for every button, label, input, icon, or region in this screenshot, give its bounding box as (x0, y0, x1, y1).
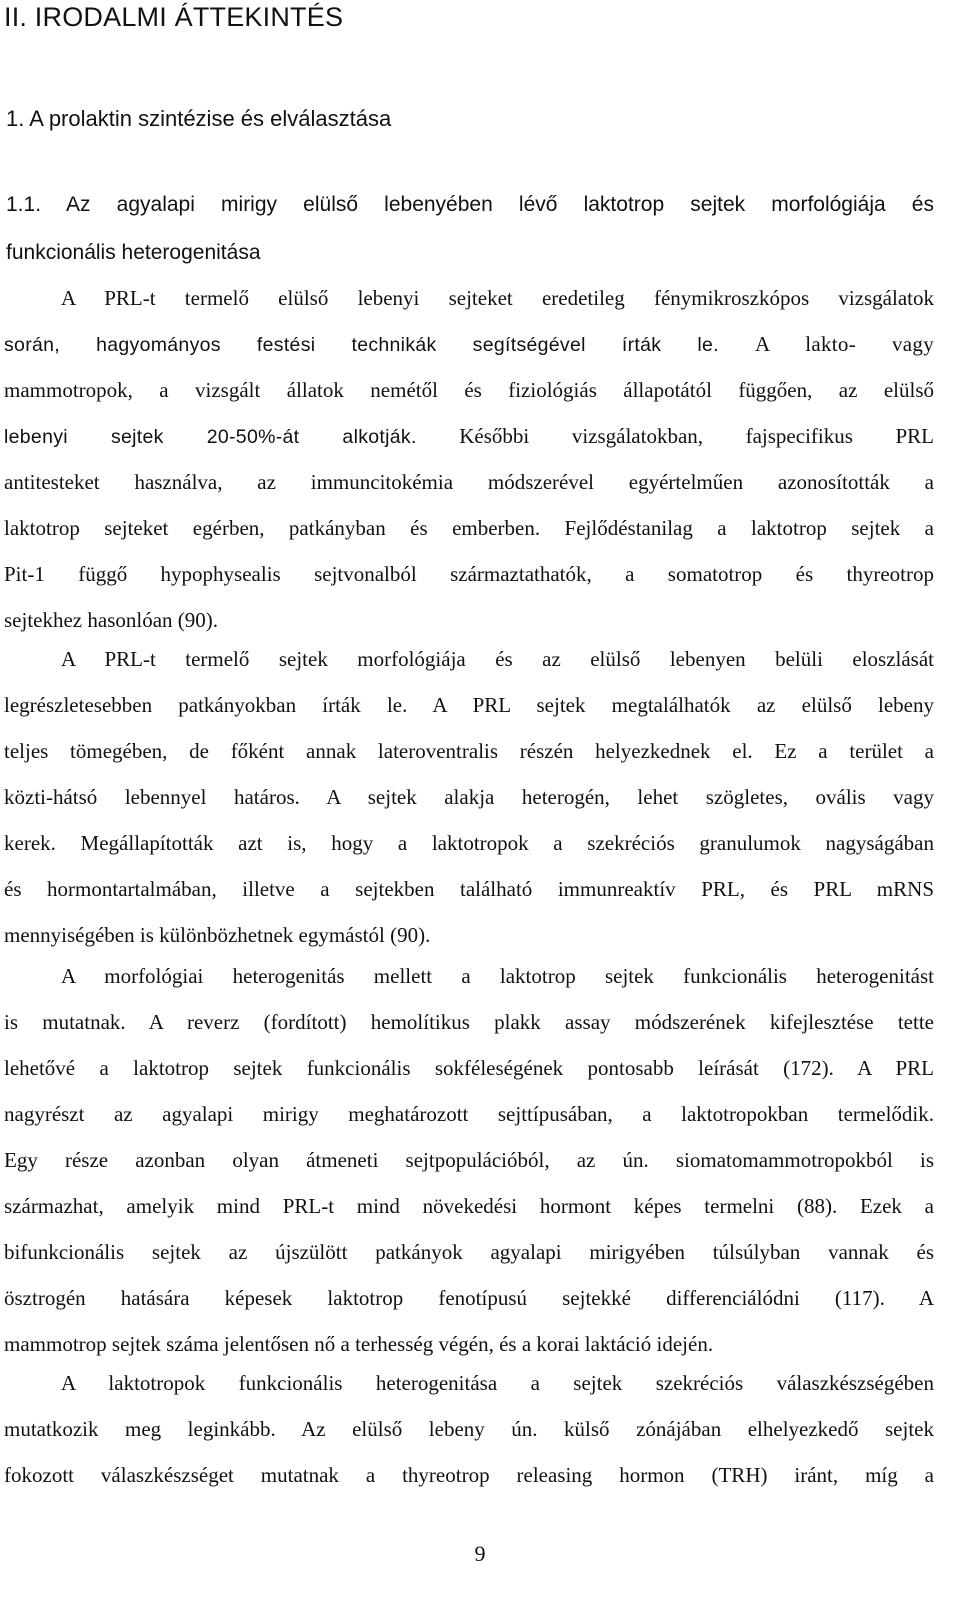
text-line: Egy része azonban olyan átmeneti sejtpopulációból, az ún. siomatomammotropokból is (4, 1148, 934, 1172)
paragraph-3 (4, 953, 934, 1367)
text-line: A PRL-t termelő elülső lebenyi sejteket eredetileg fénymikroszkópos vizsgálatok (61, 286, 934, 310)
chapter-title: II. IRODALMI ÁTTEKINTÉS (4, 2, 344, 32)
text-line: legrészletesebben patkányokban írták le. A PRL sejtek megtalálhatók az elülső lebeny (4, 693, 934, 717)
text-line: és hormontartalmában, illetve a sejtekben található immunreaktív PRL, és PRL mRNS (4, 877, 934, 901)
text-line: A laktotropok funkcionális heterogenitása a sejtek szekréciós válaszkészségében (61, 1371, 934, 1395)
text-segment: A lakto- vagy (755, 332, 934, 356)
text-line: fokozott válaszkészséget mutatnak a thyreotrop releasing hormon (TRH) iránt, míg a (4, 1463, 934, 1487)
text-line: mammotropok, a vizsgált állatok nemétől és fiziológiás állapotától függően, az elülső (4, 378, 934, 402)
text-line (4, 413, 934, 459)
text-line: mennyiségében is különbözhetnek egymástól (90). (4, 923, 431, 947)
text-line: teljes tömegében, de főként annak lateroventralis részén helyezkednek el. Ez a terület a (4, 739, 934, 763)
text-line: mutatkozik meg leginkább. Az elülső lebeny ún. külső zónájában elhelyezkedő sejtek (4, 1417, 934, 1441)
subsection-title (6, 181, 934, 277)
text-line: is mutatnak. A reverz (fordított) hemolítikus plakk assay módszerének kifejlesztése tette (4, 1010, 934, 1034)
paragraph-4 (4, 1360, 934, 1498)
text-line: A PRL-t termelő sejtek morfológiája és az elülső lebenyen belüli eloszlását (61, 647, 934, 671)
text-line: származhat, amelyik mind PRL-t mind növekedési hormont képes termelni (88). Ezek a (4, 1194, 934, 1218)
text-line: közti-hátsó lebennyel határos. A sejtek alakja heterogén, lehet szögletes, ovális vagy (4, 785, 934, 809)
section-title: 1. A prolaktin szintézise és elválasztása (6, 106, 392, 131)
paragraph-2 (4, 636, 934, 958)
text-line: ösztrogén hatására képesek laktotrop fenotípusú sejtekké differenciálódni (117). A (4, 1286, 934, 1310)
text-line: antitesteket használva, az immuncitokémia módszerével egyértelműen azonosították a (4, 470, 934, 494)
page-number: 9 (474, 1541, 486, 1566)
text-line: nagyrészt az agyalapi mirigy meghatározott sejttípusában, a laktotropokban termelődik. (4, 1102, 934, 1126)
text-line: laktotrop sejteket egérben, patkányban és emberben. Fejlődéstanilag a laktotrop sejtek a (4, 516, 934, 540)
text-line: Pit-1 függő hypophysealis sejtvonalból származtathatók, a somatotrop és thyreotrop (4, 562, 934, 586)
subsection-title-line: funkcionális heterogenitása (6, 241, 261, 264)
paragraph-1 (4, 275, 934, 643)
text-segment: lebenyi sejtek 20-50%-át alkotják. (4, 426, 417, 448)
text-line: mammotrop sejtek száma jelentősen nő a terhesség végén, és a korai laktáció idején. (4, 1332, 714, 1356)
text-line: sejtekhez hasonlóan (90). (4, 608, 219, 632)
text-segment: Későbbi vizsgálatokban, fajspecifikus PRL (459, 424, 934, 448)
text-line: A morfológiai heterogenitás mellett a laktotrop sejtek funkcionális heterogenitást (61, 964, 934, 988)
text-line: lehetővé a laktotrop sejtek funkcionális sokféleségének pontosabb leírását (172). A PRL (4, 1056, 934, 1080)
subsection-title-line: 1.1. Az agyalapi mirigy elülső lebenyében lévő laktotrop sejtek morfológiája és (6, 193, 934, 216)
text-line (4, 321, 934, 367)
text-line: bifunkcionális sejtek az újszülött patkányok agyalapi mirigyében túlsúlyban vannak és (4, 1240, 934, 1264)
text-line: kerek. Megállapították azt is, hogy a laktotropok a szekréciós granulumok nagyságában (4, 831, 934, 855)
text-segment: során, hagyományos festési technikák segítségével írták le. (4, 334, 719, 356)
